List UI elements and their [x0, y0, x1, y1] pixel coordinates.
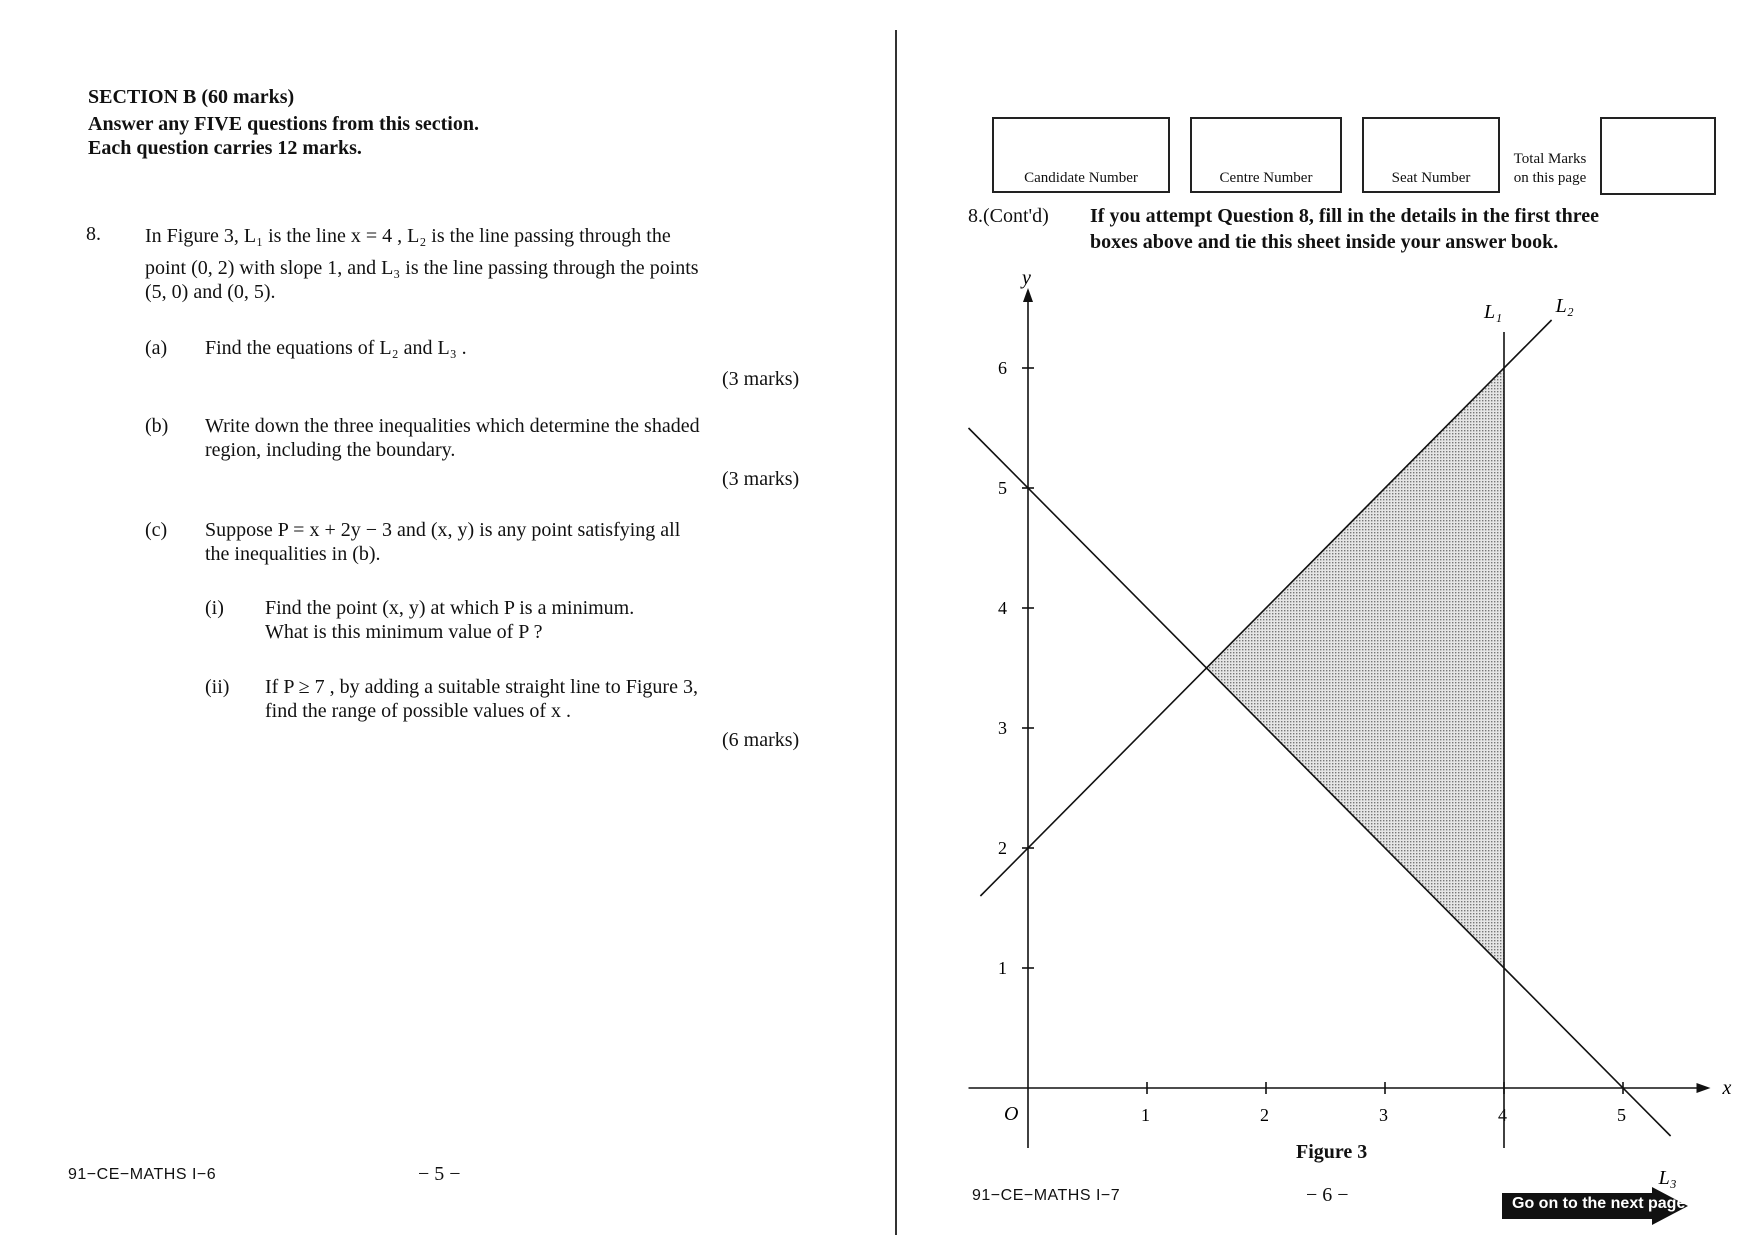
figure-caption: Figure 3: [1296, 1141, 1368, 1163]
section-instruction-2: Each question carries 12 marks.: [88, 137, 362, 159]
part-ci-line-2: What is this minimum value of P ?: [265, 621, 543, 643]
part-b-marks: (3 marks): [722, 468, 800, 490]
page-number-right: − 6 −: [1306, 1184, 1349, 1206]
candidate-number-label: Candidate Number: [1024, 170, 1138, 186]
y-tick-label: 1: [998, 958, 1007, 978]
part-cii-line-1: If P ≥ 7 , by adding a suitable straight line to Figure 3,: [265, 676, 698, 698]
part-c-label: (c): [145, 519, 168, 541]
part-c-marks: (6 marks): [722, 729, 800, 751]
x-tick-label: 4: [1498, 1105, 1507, 1125]
x-tick-label: 2: [1260, 1105, 1269, 1125]
part-a-marks: (3 marks): [722, 368, 800, 390]
part-c-line-2: the inequalities in (b).: [205, 543, 381, 565]
contd-line-1: If you attempt Question 8, fill in the details in the first three: [1090, 205, 1600, 227]
total-marks-label: [1506, 150, 1594, 188]
x-axis-arrow-icon: [1697, 1083, 1711, 1093]
total-marks-line-2: on this page: [1513, 170, 1587, 186]
part-cii-label: (ii): [205, 676, 230, 698]
series-line-3: [969, 428, 1671, 1136]
y-tick-label: 4: [998, 598, 1007, 618]
origin-label: O: [1004, 1103, 1019, 1125]
total-marks-line-1: Total Marks: [1513, 151, 1587, 167]
part-a-text: Find the equations of L₂ and L₃ .: [205, 337, 467, 359]
centre-number-box[interactable]: [1190, 117, 1342, 193]
section-title: SECTION B (60 marks): [88, 86, 295, 108]
contd-label: 8.(Cont'd): [968, 205, 1049, 227]
figure-3-chart: [960, 267, 1732, 1189]
y-tick-label: 2: [998, 838, 1007, 858]
question-number: 8.: [86, 223, 101, 245]
next-page-label: Go on to the next page: [1512, 1195, 1686, 1212]
candidate-number-box[interactable]: [992, 117, 1170, 193]
part-a-label: (a): [145, 337, 168, 359]
series-label-3: L₃: [1658, 1167, 1677, 1189]
seat-number-label: Seat Number: [1391, 170, 1471, 186]
question-line-1: In Figure 3, L₁ is the line x = 4 , L₂ is the line passing through the: [145, 225, 671, 247]
series-label-1: L₁: [1484, 301, 1503, 323]
part-c-line-1: Suppose P = x + 2y − 3 and (x, y) is any point satisfying all: [205, 519, 681, 541]
footer-code-right: 91−CE−MATHS I−7: [972, 1187, 1121, 1204]
x-tick-label: 1: [1141, 1105, 1150, 1125]
series-label-2: L₂: [1555, 295, 1574, 317]
footer-code-left: 91−CE−MATHS I−6: [68, 1166, 217, 1183]
part-b-line-2: region, including the boundary.: [205, 439, 456, 461]
page-divider: [895, 30, 897, 1235]
y-tick-label: 3: [998, 718, 1007, 738]
y-tick-label: 5: [998, 478, 1007, 498]
seat-number-box[interactable]: [1362, 117, 1500, 193]
x-tick-label: 5: [1617, 1105, 1626, 1125]
contd-line-2: boxes above and tie this sheet inside your answer book.: [1090, 231, 1559, 253]
section-instruction-1: Answer any FIVE questions from this section.: [88, 113, 479, 135]
y-axis-label: y: [1022, 267, 1031, 289]
part-b-label: (b): [145, 415, 169, 437]
x-axis-label: x: [1722, 1077, 1732, 1099]
part-cii-line-2: find the range of possible values of x .: [265, 700, 572, 722]
y-tick-label: 6: [998, 358, 1007, 378]
centre-number-label: Centre Number: [1219, 170, 1313, 186]
question-line-2: point (0, 2) with slope 1, and L₃ is the line passing through the points: [145, 257, 699, 279]
part-ci-line-1: Find the point (x, y) at which P is a minimum.: [265, 597, 635, 619]
shaded-region: [1207, 368, 1505, 968]
part-b-line-1: Write down the three inequalities which determine the shaded: [205, 415, 700, 437]
next-page-button[interactable]: [1502, 1187, 1692, 1225]
y-axis-arrow-icon: [1023, 288, 1033, 302]
x-tick-label: 3: [1379, 1105, 1388, 1125]
question-line-3: (5, 0) and (0, 5).: [145, 281, 276, 303]
total-marks-box[interactable]: [1600, 117, 1716, 195]
page-number-left: − 5 −: [418, 1163, 461, 1185]
part-ci-label: (i): [205, 597, 224, 619]
